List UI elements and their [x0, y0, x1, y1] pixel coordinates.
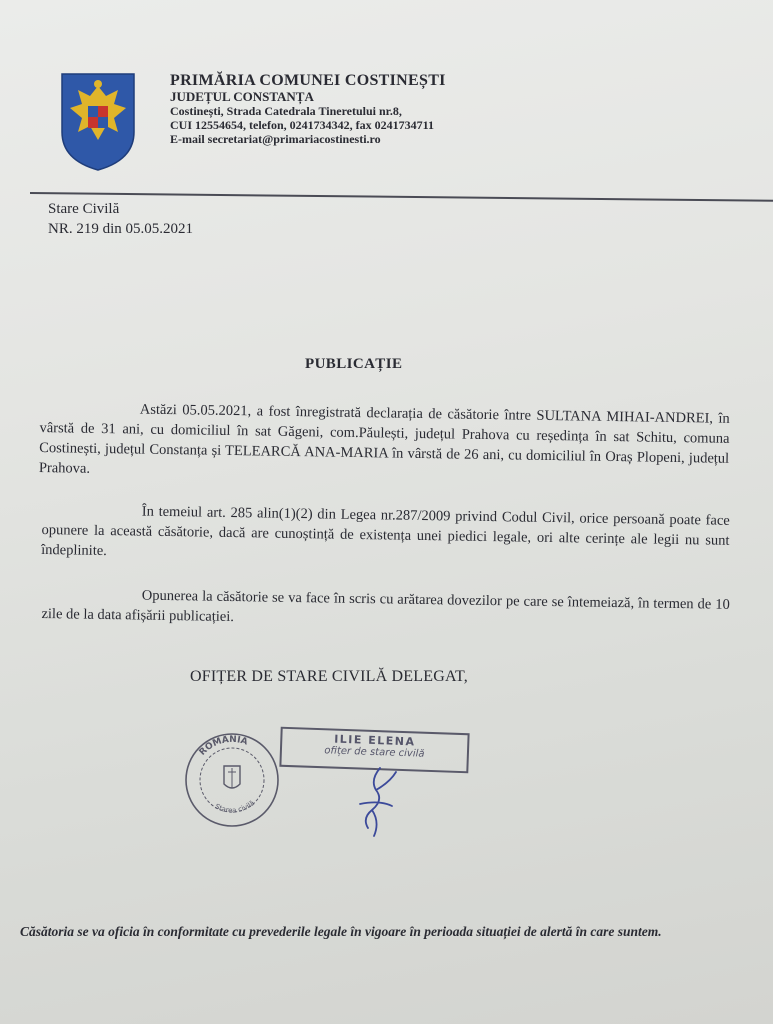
official-seal-icon	[180, 730, 284, 830]
legal-basis-paragraph	[41, 500, 730, 571]
stamp-role: ofițer de stare civilă	[324, 745, 425, 760]
officer-title: OFIȚER DE STARE CIVILĂ DELEGAT,	[190, 668, 468, 685]
declaration-paragraph	[39, 398, 730, 489]
romania-coat-of-arms-icon	[60, 72, 136, 172]
legal-basis-text: În temeiul art. 285 alin(1)(2) din Legea nr.287/2009 privind Codul Civil, orice persoană poate face opunere la această căsătorie, dacă are cunoștință de existența unei piedici legale, ori alte cerințe ale legii nu sunt îndeplinite.	[41, 503, 730, 560]
institution-title: PRIMĂRIA COMUNEI COSTINEȘTI	[170, 72, 446, 89]
address-line: Costinești, Strada Catedrala Tineretului nr.8,	[170, 104, 402, 119]
county-label: JUDEȚUL CONSTANȚA	[170, 89, 314, 105]
opposition-text: Opunerea la căsătorie se va face în scris cu arătarea dovezilor pe care se întemeiază, în termen de 10 zile de la data afișării publicației.	[41, 587, 730, 626]
stamp-name: ILIE ELENA	[333, 732, 416, 749]
contact-line: CUI 12554654, telefon, 0241734342, fax 0241734711	[170, 118, 434, 133]
seal-bottom-text: Starea civilă	[213, 799, 257, 815]
registry-number: NR. 219 din 05.05.2021	[48, 220, 194, 237]
seal-top-text: ROMÂNIA	[197, 734, 249, 758]
declaration-text: Astăzi 05.05.2021, a fost înregistrată declarația de căsătorie între SULTANA MIHAI-ANDREI, în vârstă de 31 ani, cu domiciliul în sat Găgeni, com.Păulești, județul Prahova cu reședința în sat Schitu, comuna Costinești, județul Constanța și TELEARCĂ ANA-MARIA în vârstă de 26 ani, cu domiciliul în Oraș Plopeni, județul Prahova.	[38, 401, 730, 477]
document-title: PUBLICAȚIE	[305, 356, 403, 372]
institution-header	[170, 72, 446, 147]
email-line: E-mail secretariat@primariacostinesti.ro	[170, 131, 381, 146]
footer-note: Căsătoria se va oficia în conformitate cu prevederile legale în vigoare în perioada situației de alertă în care suntem.	[20, 924, 662, 939]
handwritten-signature-icon	[340, 760, 410, 840]
opposition-paragraph	[41, 584, 730, 635]
registry-info	[48, 200, 193, 239]
registry-department: Stare Civilă	[48, 201, 120, 217]
